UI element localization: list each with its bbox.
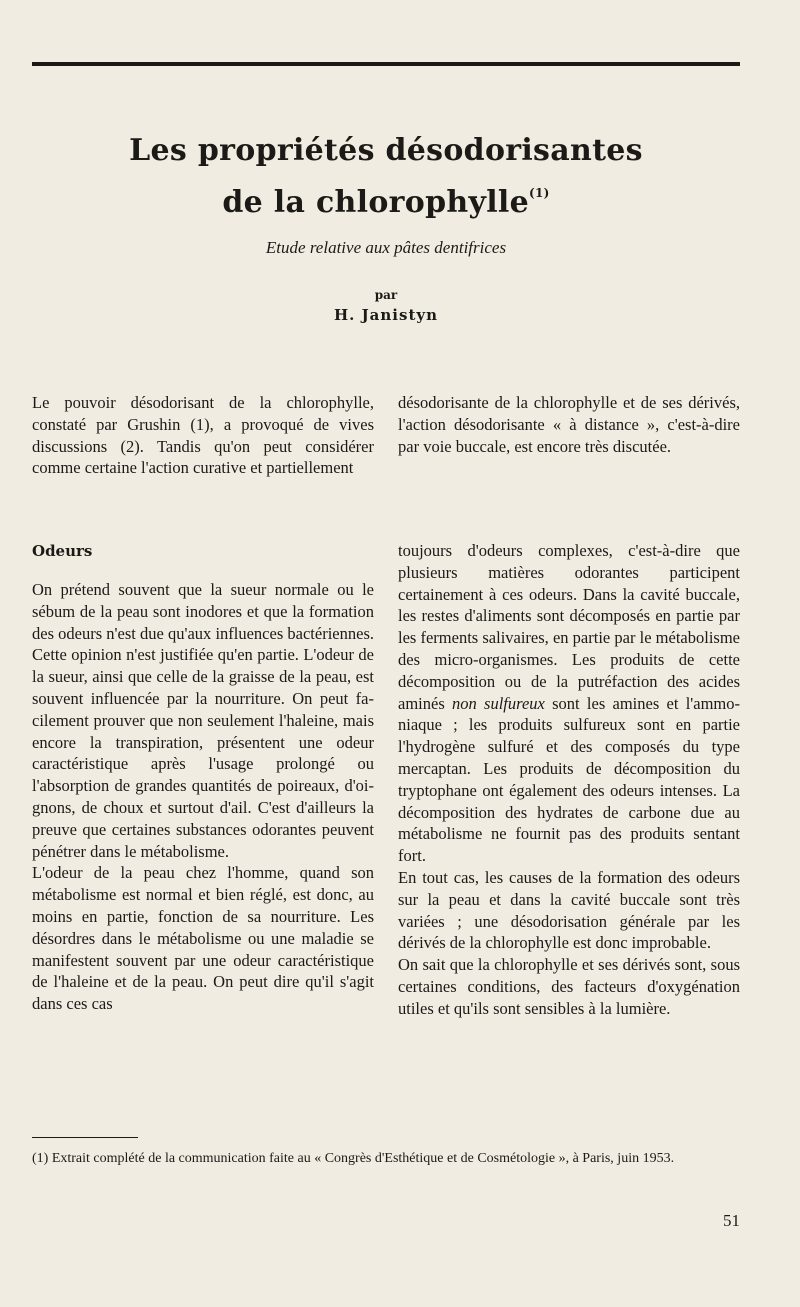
article-title: [32, 130, 740, 224]
article-subtitle: Etude relative aux pâtes dentifrices: [265, 238, 507, 257]
by-label: par: [374, 288, 398, 302]
section-paragraph-5: On sait que la chlorophylle et ses dérivés sont, sous certaines conditions, des facteurs d'oxygénation utiles et qu'ils sont sensibles à la lumière.: [398, 955, 740, 1018]
title-line-1: Les propriétés désodorisantes: [129, 133, 643, 168]
author-name: H. Janistyn: [333, 306, 439, 324]
intro-right-column: [398, 392, 740, 457]
section-paragraph-4: En tout cas, les causes de la formation des odeurs sur la peau et dans la cavité buccale sont très variées ; une désodorisation générale par les dérivés de la chlorophylle est donc improbable.: [398, 867, 740, 953]
section-left-column: [32, 540, 374, 1015]
paragraph-3-text-b: sont les amines et l'ammoniaque ; les produits sulfureux sont en partie l'hydrogène sulfuré et des composés du type mercaptan. Les produits de décomposition du tryptophane ont également des odeurs intenses. La décomposition des hydrates de carbone due au métabolisme ne fournit pas des produits sentant fort.: [398, 693, 741, 866]
footnote: (1) Extrait complété de la communication faite au « Congrès d'Esthétique et de Cosmétologie », à Paris, juin 1953.: [32, 1151, 675, 1166]
footnote-rule: [32, 1137, 138, 1138]
title-line-2: de la chlorophylle: [222, 185, 529, 220]
top-rule: [32, 62, 740, 66]
title-block: [32, 130, 740, 324]
title-footnote-marker: (1): [528, 186, 550, 200]
intro-paragraph-left: Le pouvoir désodorisant de la chlorophylle, constaté par Grushin (1), a provoqué de vives discussions (2). Tandis qu'on peut considérer comme certaine l'action curative et partiellement: [32, 393, 374, 478]
intro-paragraph-right: désodorisante de la chlorophylle et de ses dérivés, l'action désodorisante « à distance », c'est-à-dire par voie buccale, est encore très discutée.: [398, 393, 740, 456]
section-paragraph-2: L'odeur de la peau chez l'homme, quand son métabolisme est normal et bien réglé, est donc, au moins en partie, fonction de sa nourriture. Les désordres dans le métabolisme ou une maladie se manifestent souvent par une odeur caractéristique de l'haleine et de la peau. On peut dire qu'il s'agit dans ces cas: [32, 863, 374, 1014]
paragraph-3-text-a: toujours d'odeurs complexes, c'est-à-dire que plusieurs matières odorantes participent certainement à ces odeurs. Dans la cavité buccale, les restes d'aliments sont décomposés en partie par les ferments salivaires, en partie par le métabolisme des micro-organismes. Les produits de cette décomposition ou de la putréfaction des acides aminés: [398, 541, 740, 713]
paragraph-3-emphasis: non sulfureux: [452, 693, 545, 713]
intro-left-column: [32, 392, 374, 479]
page-number: 51: [723, 1211, 740, 1230]
section-paragraph-3: [398, 540, 740, 867]
section-paragraph-1: On prétend souvent que la sueur normale ou le sébum de la peau sont inodores et que la formation des odeurs n'est due qu'aux influences bactériennes. Cette opinion n'est justifiée qu'en partie. L'odeur de la sueur, ainsi que celle de la graisse de la peau, est souvent influencée par la nourriture. On peut facilement prouver que non seulement l'haleine, mais encore la transpiration, présentent une odeur caractéristique après l'usage prolongé ou l'absorption de grandes quantités de poireaux, d'oignons, de choux et surtout d'ail. C'est d'ailleurs la preuve que certaines substances odorantes peuvent pénétrer dans le métabolisme.: [32, 580, 374, 861]
section-right-column: [398, 540, 740, 1020]
section-heading: Odeurs: [32, 542, 93, 560]
